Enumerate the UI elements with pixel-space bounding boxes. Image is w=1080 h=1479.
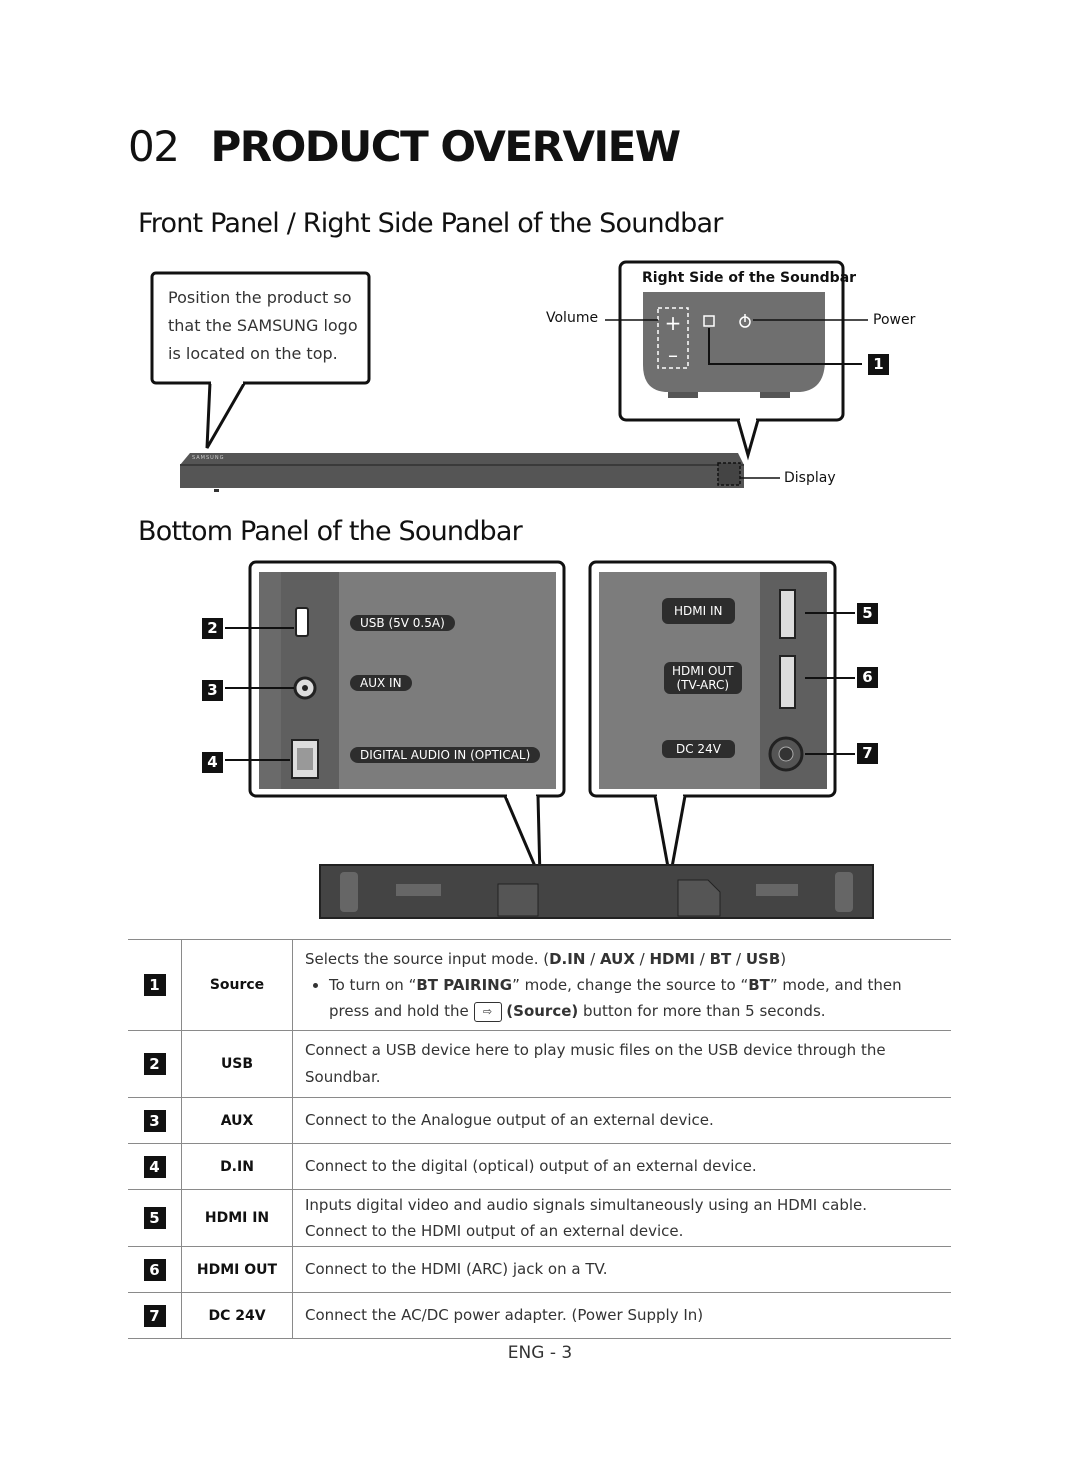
position-callout: Position the product so that the SAMSUNG logo is located on the top.: [168, 288, 358, 363]
row-number: 2: [144, 1053, 166, 1075]
row-description: Inputs digital video and audio signals simultaneously using an HDMI cable. Connect to the HDMI output of an external device.: [293, 1190, 952, 1247]
row-name: HDMI OUT: [182, 1247, 293, 1293]
hdmi-in-port-label: HDMI IN: [662, 598, 735, 624]
right-side-title: Right Side of the Soundbar: [642, 270, 857, 286]
hdmi-out-label-line2: (TV-ARC): [676, 678, 730, 692]
dc24v-port-label: DC 24V: [662, 740, 735, 758]
badge-hdmi-in: 5: [857, 603, 878, 624]
row-name: DC 24V: [182, 1293, 293, 1339]
chapter-title: PRODUCT OVERVIEW: [210, 122, 680, 171]
row-description: Connect to the HDMI (ARC) jack on a TV.: [293, 1247, 952, 1293]
table-row: [128, 1144, 951, 1190]
badge-din: 4: [202, 752, 223, 773]
row-number: 5: [144, 1207, 166, 1229]
table-row: [128, 1190, 951, 1247]
chapter-heading: [128, 122, 680, 171]
row-name: AUX: [182, 1098, 293, 1144]
display-label: Display: [784, 470, 836, 486]
row-number: 4: [144, 1156, 166, 1178]
svg-text:+: +: [664, 311, 682, 335]
badge-aux: 3: [202, 680, 223, 701]
row-number: 1: [144, 974, 166, 996]
row-name: USB: [182, 1031, 293, 1098]
usb-port-label: USB (5V 0.5A): [350, 615, 455, 631]
volume-label: Volume: [546, 310, 599, 326]
spec-table: [128, 939, 951, 1339]
samsung-logo: SAMSUNG: [192, 455, 225, 461]
row-name: Source: [182, 940, 293, 1031]
front-panel-illustration: [0, 250, 1080, 500]
row-name: HDMI IN: [182, 1190, 293, 1247]
table-row: [128, 1031, 951, 1098]
hdmi-out-label-line1: HDMI OUT: [672, 664, 734, 678]
row-number: 7: [144, 1305, 166, 1327]
row-description: Connect the AC/DC power adapter. (Power Supply In): [293, 1293, 952, 1339]
row-number: 3: [144, 1110, 166, 1132]
bt-pairing-note: • To turn on “BT PAIRING” mode, change the source to “BT” mode, and then press and hold the ⇨ (Source) button for more than 5 seconds.: [305, 972, 939, 1024]
badge-usb: 2: [202, 618, 223, 639]
page-number: ENG - 3: [507, 1343, 573, 1363]
hdmi-out-port-label: [664, 662, 742, 694]
table-row: [128, 1098, 951, 1144]
section-title-front-panel: Front Panel / Right Side Panel of the Soundbar: [138, 208, 723, 239]
row-description: Connect to the Analogue output of an external device.: [293, 1098, 952, 1144]
svg-text:–: –: [668, 343, 678, 367]
row-description: Selects the source input mode. (D.IN / AUX / HDMI / BT / USB) • To turn on “BT PAIRING” mode, change the source to “BT” mode, and then press and hold the ⇨ (Source) button for more than 5 seconds.: [293, 940, 952, 1031]
table-row: [128, 940, 951, 1031]
row-number: 6: [144, 1259, 166, 1281]
optical-port-label: DIGITAL AUDIO IN (OPTICAL): [350, 747, 540, 763]
row-description: Connect a USB device here to play music files on the USB device through the Soundbar.: [293, 1031, 952, 1098]
power-label: Power: [873, 312, 916, 328]
bottom-panel-illustration: [0, 560, 1080, 930]
row-description: Connect to the digital (optical) output of an external device.: [293, 1144, 952, 1190]
table-row: [128, 1247, 951, 1293]
badge-hdmi-out: 6: [857, 667, 878, 688]
source-icon: ⇨: [474, 1002, 502, 1022]
badge-source: 1: [868, 354, 889, 375]
row-name: D.IN: [182, 1144, 293, 1190]
table-row: [128, 1293, 951, 1339]
section-title-bottom-panel: Bottom Panel of the Soundbar: [138, 516, 522, 547]
chapter-number: 02: [128, 122, 179, 171]
badge-dc24v: 7: [857, 743, 878, 764]
aux-port-label: AUX IN: [350, 675, 412, 691]
